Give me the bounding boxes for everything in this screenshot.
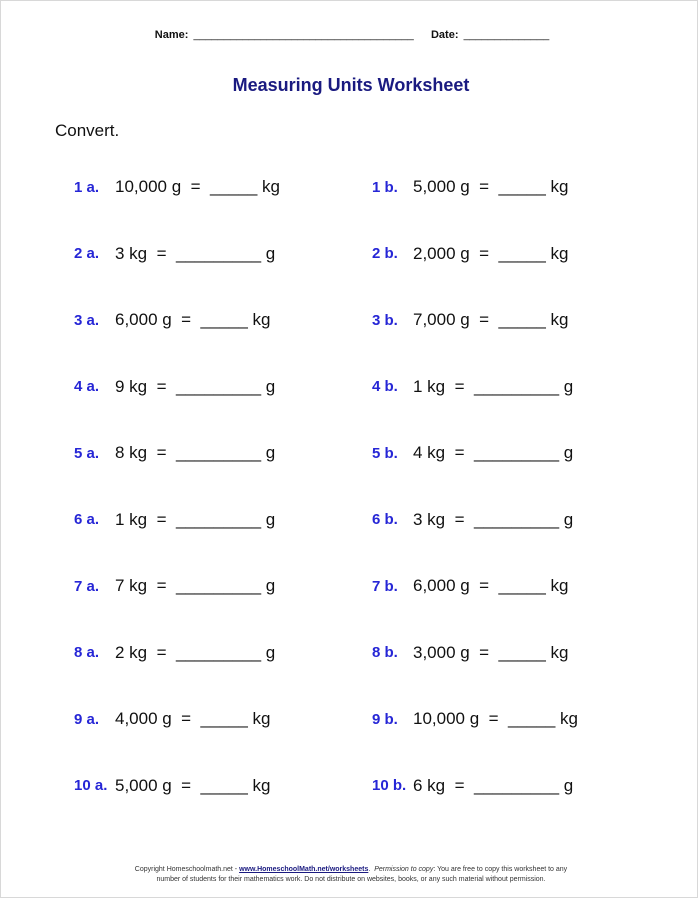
problem-item — [74, 753, 364, 819]
problem-number: 10 a. — [74, 777, 108, 794]
problem-item — [372, 686, 662, 752]
problem-item — [74, 221, 364, 287]
problem-expression: 7,000 g = _____ kg — [413, 310, 569, 329]
problem-number: 3 a. — [74, 311, 100, 329]
problem-number: 9 a. — [74, 710, 100, 728]
problem-number: 4 a. — [74, 378, 100, 395]
problem-item — [372, 287, 662, 353]
problem-number: 1 b. — [372, 178, 398, 196]
worksheet-title: Measuring Units Worksheet — [232, 75, 470, 95]
problem-number: 8 a. — [74, 644, 100, 661]
problem-number: 5 b. — [372, 444, 398, 462]
problem-expression: 6 kg = _________ g — [413, 775, 574, 795]
problem-number: 1 a. — [74, 178, 100, 196]
problem-number: 10 b. — [372, 777, 407, 794]
name-blank: ____________________________________ — [193, 29, 414, 41]
footer-permission-label: Permission to copy — [374, 866, 434, 873]
problem-item — [372, 154, 662, 220]
problem-item — [74, 686, 364, 752]
problem-number: 4 b. — [372, 378, 398, 395]
problem-number: 3 b. — [372, 311, 398, 329]
problem-expression: 5,000 g = _____ kg — [115, 775, 271, 795]
problem-expression: 9 kg = _________ g — [115, 376, 276, 396]
problem-expression: 6,000 g = _____ kg — [413, 576, 569, 595]
problem-item — [74, 154, 364, 220]
problem-expression: 2,000 g = _____ kg — [413, 243, 569, 263]
footer-line-1: Copyright Homeschoolmath.net - www.HomeschoolMath.net/worksheets. Permission to copy: You are free to copy this worksheet to any — [134, 866, 568, 873]
problem-number: 6 b. — [372, 511, 398, 528]
problem-number: 7 b. — [372, 577, 398, 595]
footer-link[interactable]: www.HomeschoolMath.net/worksheets — [239, 866, 369, 873]
problem-item — [74, 487, 364, 553]
problem-expression: 4,000 g = _____ kg — [115, 709, 271, 728]
footer-permission-text: : You are free to copy this worksheet to any — [433, 866, 568, 873]
date-blank: ______________ — [463, 29, 550, 41]
problem-item — [372, 487, 662, 553]
problem-expression: 10,000 g = _____ kg — [115, 177, 280, 196]
problem-number: 2 b. — [372, 245, 398, 262]
copyright-footer — [1, 865, 700, 885]
problem-expression: 8 kg = _________ g — [115, 443, 276, 462]
instruction-text: Convert. — [55, 121, 120, 140]
date-label: Date: — [430, 29, 459, 41]
problem-number: 9 b. — [372, 710, 398, 728]
problem-expression: 7 kg = _________ g — [115, 576, 276, 595]
problem-number: 2 a. — [74, 245, 100, 262]
problem-item — [372, 354, 662, 420]
problem-number: 8 b. — [372, 644, 398, 661]
problem-number: 6 a. — [74, 511, 100, 528]
problem-number: 7 a. — [74, 577, 100, 595]
problem-item — [74, 420, 364, 486]
problem-expression: 2 kg = _________ g — [115, 642, 276, 662]
problems-grid — [1, 154, 700, 820]
problem-expression: 3 kg = _________ g — [115, 243, 276, 263]
footer-copyright: Copyright Homeschoolmath.net - — [134, 866, 240, 873]
problem-expression: 1 kg = _________ g — [413, 376, 574, 396]
problem-expression: 4 kg = _________ g — [413, 443, 574, 462]
problem-item — [74, 287, 364, 353]
footer-line-2: number of students for their mathematics work. Do not distribute on websites, books, or any such material without permission. — [156, 876, 546, 883]
problem-expression: 3,000 g = _____ kg — [413, 642, 569, 662]
problem-number: 5 a. — [74, 444, 100, 462]
problem-item — [74, 354, 364, 420]
problem-expression: 5,000 g = _____ kg — [413, 177, 569, 196]
name-date-header — [1, 29, 700, 41]
problem-item — [74, 620, 364, 686]
problem-item — [372, 221, 662, 287]
problem-expression: 10,000 g = _____ kg — [413, 709, 578, 728]
name-label: Name: — [154, 29, 189, 41]
problem-item — [372, 753, 662, 819]
problem-expression: 1 kg = _________ g — [115, 509, 276, 529]
problem-item — [372, 553, 662, 619]
problem-item — [74, 553, 364, 619]
problem-item — [372, 420, 662, 486]
problem-expression: 6,000 g = _____ kg — [115, 310, 271, 329]
problem-expression: 3 kg = _________ g — [413, 509, 574, 529]
problem-item — [372, 620, 662, 686]
